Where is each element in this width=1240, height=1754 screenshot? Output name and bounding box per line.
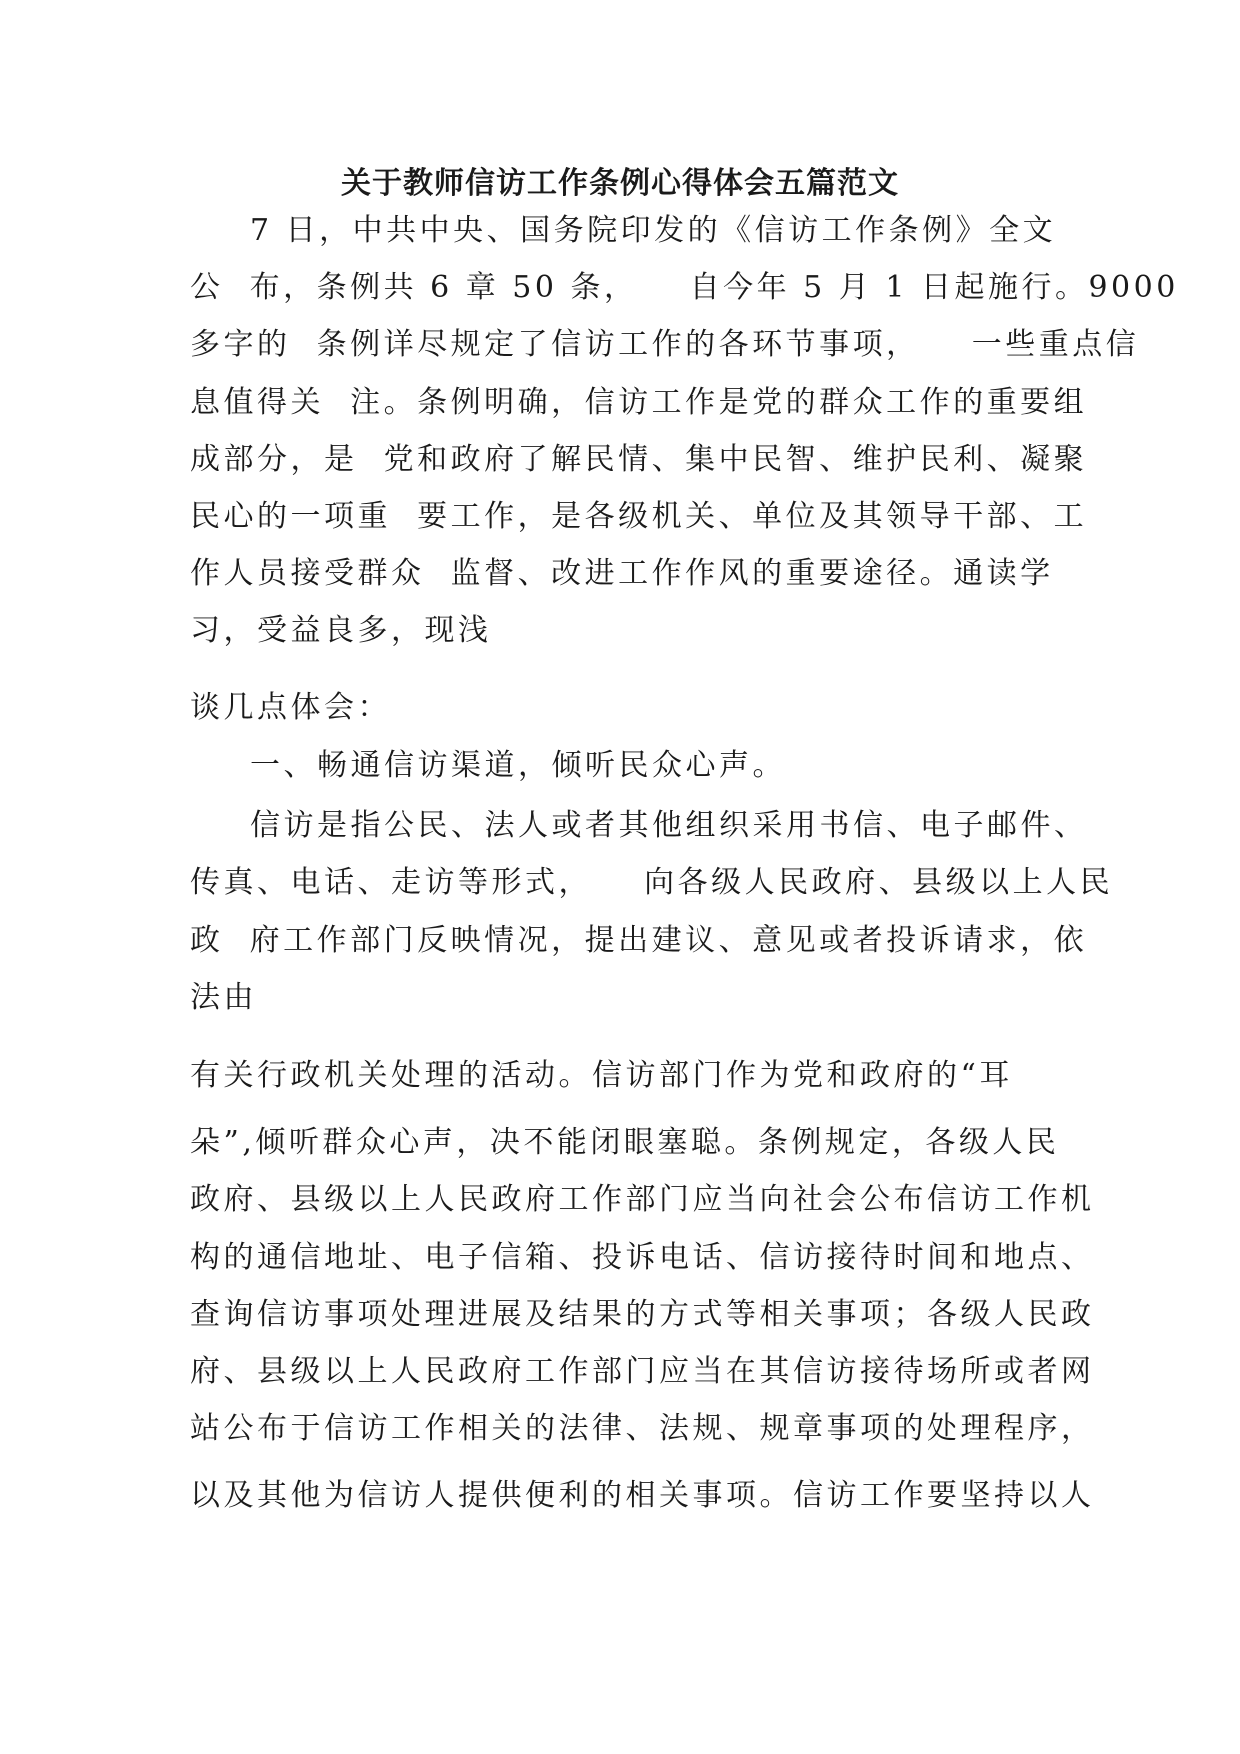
body-line: 息值得关 注。条例明确，信访工作是党的群众工作的重要组 (190, 385, 1088, 420)
body-line: 多字的 条例详尽规定了信访工作的各环节事项， 一些重点信 (190, 327, 1140, 362)
body-line: 传真、电话、走访等形式， 向各级人民政府、县级以上人民 (190, 865, 1114, 900)
body-line: 民心的一项重 要工作，是各级机关、单位及其领导干部、工 (190, 499, 1088, 534)
body-line: 公 布，条例共 6 章 50 条， 自今年 5 月 1 日起施行。9000 (190, 270, 1179, 305)
body-line: 法由 (190, 980, 257, 1015)
body-line: 谈几点体会： (190, 690, 391, 725)
document-title: 关于教师信访工作条例心得体会五篇范文 (341, 166, 899, 201)
body-line: 作人员接受群众 监督、改进工作作风的重要途径。通读学 (190, 556, 1054, 591)
body-line: 7 日，中共中央、国务院印发的《信访工作条例》全文 (250, 213, 1057, 248)
body-line: 政府、县级以上人民政府工作部门应当向社会公布信访工作机 (190, 1182, 1095, 1217)
body-line: 成部分，是 党和政府了解民情、集中民智、维护民利、凝聚 (190, 442, 1088, 477)
body-line: 信访是指公民、法人或者其他组织采用书信、电子邮件、 (250, 808, 1088, 843)
body-line: 以及其他为信访人提供便利的相关事项。信访工作要坚持以人 (190, 1478, 1095, 1513)
body-line: 府、县级以上人民政府工作部门应当在其信访接待场所或者网 (190, 1354, 1095, 1389)
body-line: 习，受益良多，现浅 (190, 613, 492, 648)
body-line: 政 府工作部门反映情况，提出建议、意见或者投诉请求，依 (190, 923, 1088, 958)
body-line: 有关行政机关处理的活动。信访部门作为党和政府的“耳 (190, 1058, 1013, 1093)
body-line: 朵”,倾听群众心声，决不能闭眼塞聪。条例规定，各级人民 (190, 1125, 1060, 1160)
body-line: 查询信访事项处理进展及结果的方式等相关事项；各级人民政 (190, 1297, 1095, 1332)
body-line: 构的通信地址、电子信箱、投诉电话、信访接待时间和地点、 (190, 1240, 1095, 1275)
section-heading: 一、畅通信访渠道，倾听民众心声。 (250, 748, 786, 783)
body-line: 站公布于信访工作相关的法律、法规、规章事项的处理程序， (190, 1411, 1095, 1446)
